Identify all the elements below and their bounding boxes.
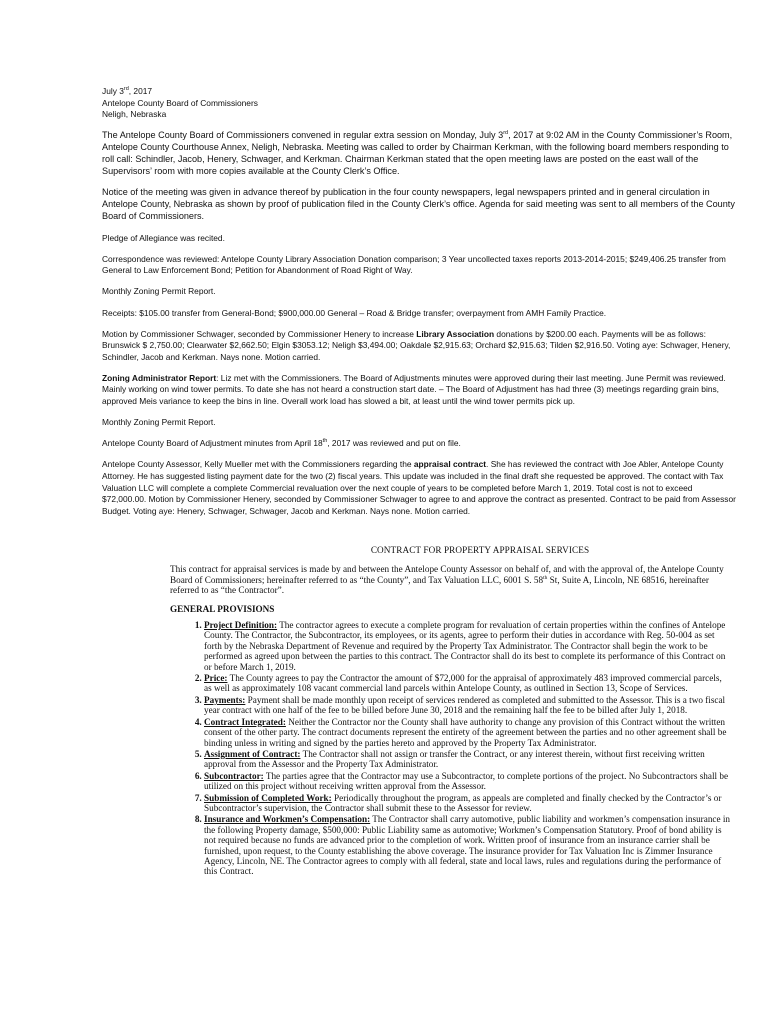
receipts-paragraph: Receipts: $105.00 transfer from General-Bond; $900,000.00 General – Road & Bridge transfer; overpayment from AMH Family Practice. — [102, 307, 607, 318]
library-motion-paragraph: Motion by Commissioner Schwager, seconded by Commissioner Henery to increase Library Association donations by $200.00 each. Payments will be as follows: Brunswick $ 2,750.00; Clearwater $2,662.50; Elgin $3053.12; Neligh $3,494.00; Oakdale $2,915.63; Orchard $2,915.63; Tilden $2,916.50. Voting aye: Schwager, Henery, Schindler, Jacob and Kerkman. Nays none. Motion carried. — [102, 328, 731, 362]
opening-paragraph: The Antelope County Board of Commissioners convened in regular extra session on Monday, July 3rd, 2017 at 9:02 AM in the County Commissioner’s Room, Antelope County Courthouse Annex, Neligh, Nebraska. Meeting was called to order by Chairman Kerkman, with the following board members responding to roll call: Schindler, Jacob, Henery, Schwager, and Kerkman. Chairman Kerkman stated that the open meeting laws are posted on the east wall of the Supervisors’ room with more copies available at the County Clerk’s Office. — [102, 130, 733, 176]
zoning-permit-report-2: Monthly Zoning Permit Report. — [102, 417, 216, 428]
provision-item: 1. Project Definition: The contractor agrees to execute a complete program for revaluation of certain properties within the confines of Antelope County. The Contractor, the Subcontractor, its employees, or its agents, agree to perform their duties in accordance with Reg. 50-004 as set forth by the Nebraska Department of Revenue and required by the Property Tax Administrator. The Contractor shall begin the work to be performed as agreed upon between the parties to this contract. The Contractor shall do its best to complete its performance of this Contract on or before March 1, 2019. — [204, 620, 730, 672]
provision-item: 2. Price: The County agrees to pay the Contractor the amount of $72,000 for the appraisal of approximately 483 improved commercial parcels, as well as approximately 108 vacant commercial land parcels within Antelope County, as outlined in Section 13, Scope of Services. — [204, 673, 730, 694]
correspondence-paragraph: Correspondence was reviewed: Antelope County Library Association Donation comparison; 3 Year uncollected taxes reports 2013-2014-2015; $249,406.25 transfer from General to Law Enforcement Bond; Petition for Abandonment of Road Right of Way. — [102, 253, 726, 276]
provisions-list — [170, 620, 730, 877]
provision-item: 6. Subcontractor: The parties agree that the Contractor may use a Subcontractor, to complete portions of the project. No Subcontractors shall be utilized on this project without receiving written approval from the Assessor. — [204, 771, 730, 792]
board-adjustment-paragraph: Antelope County Board of Adjustment minutes from April 18th, 2017 was reviewed and put on file. — [102, 438, 461, 449]
assessor-paragraph: Antelope County Assessor, Kelly Mueller met with the Commissioners regarding the appraisal contract. She has reviewed the contract with Joe Abler, Antelope County Attorney. He has suggested listing payment date for the two (2) fiscal years. This update was included in the final draft she requested be approved. The contact with Tax Valuation LLC will complete a complete Commercial revaluation over the next couple of years to be completed before March 1, 2019. Total cost is not to exceed $72,000.00. Motion by Commissioner Henery, seconded by Commissioner Schwager to agree to and approve the contract as presented. Contract to be paid from Assessor Budget. Voting aye: Henery, Schwager, Schwager, Jacob and Kerkman. Nays none. Motion carried. — [102, 459, 736, 516]
meeting-location: Neligh, Nebraska — [102, 109, 167, 120]
provision-item: 5. Assignment of Contract: The Contractor shall not assign or transfer the Contract, or any interest therein, without first receiving written approval from the Assessor and the Property Tax Administrator. — [204, 749, 730, 770]
minutes-header — [102, 86, 738, 121]
provision-item: 3. Payments: Payment shall be made monthly upon receipt of services rendered as completed and submitted to the Assessor. This is a two fiscal year contract with one half of the fee to be billed before June 30, 2018 and the remaining half the fee to be billed after July 1, 2018. — [204, 695, 730, 716]
zoning-administrator-paragraph: Zoning Administrator Report: Liz met with the Commissioners. The Board of Adjustments minutes were approved during their last meeting. June Permit was reviewed. Mainly working on wind tower permits. To date she has not heard a construction start date. – The Board of Adjustment has had three (3) meetings regarding grain bins, approved Meis variance to keep the bins in line. Overall work load has slowed a bit, at least until the wind tower permits pick up. — [102, 372, 726, 407]
provision-item: 8. Insurance and Workmen’s Compensation: The Contractor shall carry automotive, public liability and workmen’s compensation insurance in the following Property damage, $500,000: Public Liability same as automotive; Workmen’s Compensation Statutory. Proof of bond ability is not required because no funds are advanced prior to the completion of work. Written proof of insurance from an insurance carrier shall be furnished, upon request, to the County establishing the above coverage. The insurance provider for Tax Valuation Inc is Zimmer Insurance Agency, Lincoln, NE. The Contractor agrees to comply with all federal, state and local laws, rules and regulations during the performance of this Contract. — [204, 814, 730, 876]
organization-name: Antelope County Board of Commissioners — [102, 97, 258, 108]
pledge-paragraph: Pledge of Allegiance was recited. — [102, 232, 225, 243]
contract-title: CONTRACT FOR PROPERTY APPRAISAL SERVICES — [370, 545, 590, 555]
provision-item: 4. Contract Integrated: Neither the Contractor nor the County shall have authority to change any provision of this Contract without the written consent of the other party. The contract documents represent the entirety of the agreement between the parties and no other agreement shall be binding unless in writing and signed by the parties hereto and approved by the Property Tax Administrator. — [204, 717, 730, 748]
meeting-date: July 3rd, 2017 — [102, 86, 153, 96]
contract-intro: This contract for appraisal services is made by and between the Antelope County Assessor on behalf of, and with the approval of, the Antelope County Board of Commissioners; hereinafter referred to as “the County”, and Tax Valuation LLC, 6001 S. 58th St, Suite A, Lincoln, NE 68516, hereinafter referred to as “the Contractor”. — [170, 564, 724, 596]
appraisal-contract — [170, 545, 730, 878]
general-provisions-heading: GENERAL PROVISIONS — [170, 603, 275, 614]
zoning-permit-report: Monthly Zoning Permit Report. — [102, 286, 216, 297]
meeting-minutes — [102, 86, 738, 527]
provision-item: 7. Submission of Completed Work: Periodically throughout the program, as appeals are completed and finally checked by the Contractor’s or Subcontractor’s supervision, the Contractor shall submit these to the Assessor for review. — [204, 793, 730, 814]
notice-paragraph: Notice of the meeting was given in advance thereof by publication in the four county newspapers, legal newspapers printed and in general circulation in Antelope County, Nebraska as shown by proof of publication filed in the County Clerk’s office. Agenda for said meeting was sent to all members of the County Board of Commissioners. — [102, 187, 735, 222]
